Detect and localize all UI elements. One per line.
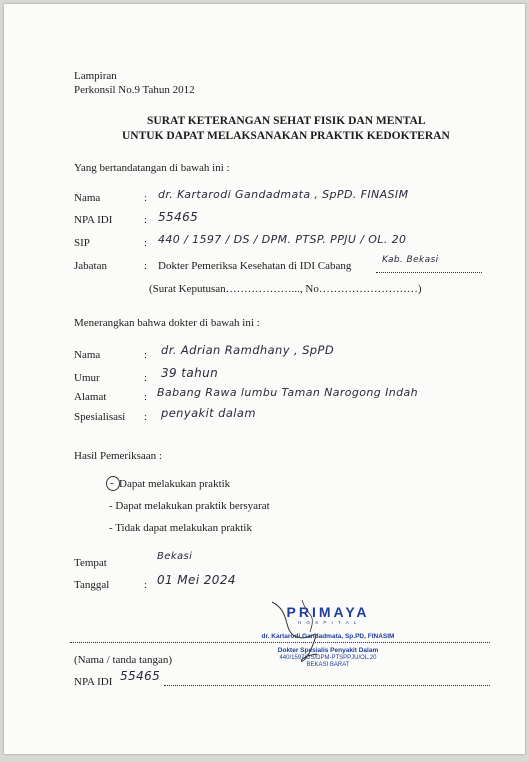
subject-address-value: Babang Rawa lumbu Taman Narogong Indah [157,386,418,399]
signer-sip-label: SIP [74,237,90,249]
colon: : [144,391,148,403]
bottom-npa-label: NPA IDI [74,676,113,688]
subject-age-value: 39 tahun [161,366,219,380]
colon: : [144,411,148,423]
signer-npa-value: 55465 [158,210,199,224]
date-value: 01 Mei 2024 [157,573,236,587]
colon: : [144,237,148,249]
colon: : [144,349,148,361]
branch-dotted-line [376,272,482,273]
stamp-role: Dokter Spesialis Penyakit Dalam [277,647,379,654]
selected-marker: - [110,477,114,489]
signer-name-value: dr. Kartarodi Gandadmata , SpPD. FINASIM [158,188,409,201]
signer-position-value: Dokter Pemeriksa Kesehatan di IDI Cabang [158,260,352,272]
document-page [4,4,525,754]
signer-sip-value: 440 / 1597 / DS / DPM. PTSP. PPJU / OL. 20 [158,233,407,246]
subject-name-label: Nama [74,349,101,361]
stamp-sip: 440/1597/DS/DPM-PTSPPJU/OL.20 [279,655,377,661]
regulation-reference: Perkonsil No.9 Tahun 2012 [74,84,195,96]
signer-position-label: Jabatan [74,260,107,272]
subject-specialty-value: penyakit dalam [161,406,256,420]
intro-text: Yang bertandatangan di bawah ini : [74,162,230,174]
place-label: Tempat [74,557,107,569]
signer-branch-value: Kab. Bekasi [382,255,439,265]
stamp-doctor: dr. Kartarodi Gandadmata, Sp.PD, FINASIM [261,633,395,640]
colon: : [144,192,148,204]
results-heading: Hasil Pemeriksaan : [74,450,162,462]
place-value: Bekasi [157,551,193,562]
stamp-sub: H O S P I T A L [297,620,359,625]
signer-name-label: Nama [74,192,101,204]
stamp-city: BEKASI BARAT [306,662,350,668]
date-label: Tanggal [74,579,110,591]
bottom-npa-value: 55465 [120,669,161,683]
npa-dotted-line [164,685,490,686]
colon: : [144,372,148,384]
result-option-1: Dapat melakukan praktik [119,478,231,490]
result-option-2: - Dapat melakukan praktik bersyarat [109,500,270,512]
hospital-stamp [228,604,428,682]
subject-age-label: Umur [74,372,100,384]
colon: : [144,579,148,591]
title-line-2: UNTUK DAPAT MELAKSANAKAN PRAKTIK KEDOKTERAN [122,130,450,142]
subject-specialty-label: Spesialisasi [74,411,126,423]
signature-dotted-line [70,642,490,643]
signer-npa-label: NPA IDI [74,214,113,226]
subject-name-value: dr. Adrian Ramdhany , SpPD [161,343,335,357]
colon: : [144,214,148,226]
declare-text: Menerangkan bahwa dokter di bawah ini : [74,317,260,329]
stamp-logo: PRIMAYA [286,604,370,620]
colon: : [144,260,148,272]
signature-label: (Nama / tanda tangan) [74,654,173,666]
decree-line: (Surat Keputusan………………..., No………………………) [149,283,422,295]
attachment-label: Lampiran [74,70,117,82]
title-line-1: SURAT KETERANGAN SEHAT FISIK DAN MENTAL [147,115,426,127]
subject-address-label: Alamat [74,391,107,403]
result-option-3: - Tidak dapat melakukan praktik [109,522,252,534]
